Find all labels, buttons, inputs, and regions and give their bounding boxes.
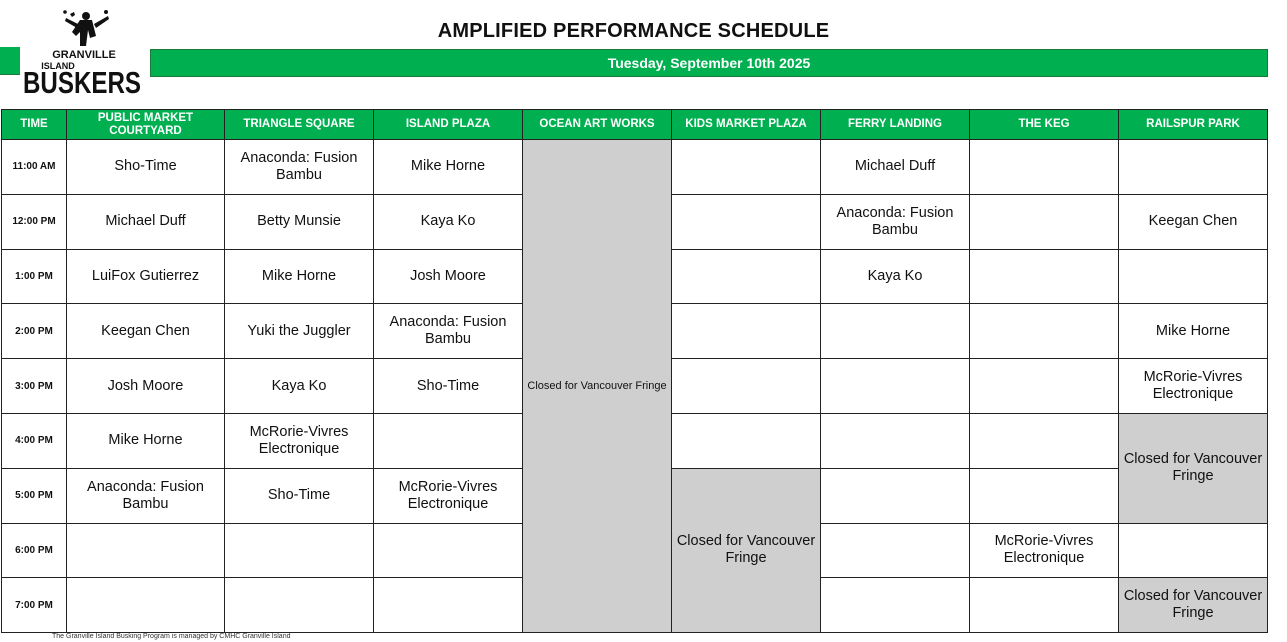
table-cell: Josh Moore <box>67 359 225 414</box>
table-cell <box>970 413 1119 468</box>
table-cell <box>225 578 374 633</box>
closed-cell-railspur-park: Closed for Vancouver Fringe <box>1119 413 1268 523</box>
time-cell: 5:00 PM <box>2 468 67 523</box>
table-cell: Michael Duff <box>67 194 225 249</box>
table-cell: Mike Horne <box>225 249 374 304</box>
closed-cell-kids-market-plaza: Closed for Vancouver Fringe <box>672 468 821 632</box>
table-cell: Josh Moore <box>374 249 523 304</box>
table-cell <box>67 578 225 633</box>
col-header-railspur-park: RAILSPUR PARK <box>1119 110 1268 140</box>
logo-text-buskers: BUSKERS <box>23 65 141 98</box>
table-cell: McRorie-Vivres Electronique <box>970 523 1119 578</box>
table-cell: Mike Horne <box>1119 304 1268 359</box>
col-header-triangle-square: TRIANGLE SQUARE <box>225 110 374 140</box>
closed-cell-ocean-art-works: Closed for Vancouver Fringe <box>523 140 672 633</box>
table-cell <box>970 140 1119 195</box>
table-cell <box>672 359 821 414</box>
table-cell: Sho-Time <box>374 359 523 414</box>
table-cell <box>821 413 970 468</box>
table-cell: Anaconda: Fusion Bambu <box>374 304 523 359</box>
table-cell <box>970 304 1119 359</box>
table-cell <box>821 523 970 578</box>
table-cell: McRorie-Vivres Electronique <box>374 468 523 523</box>
table-cell: Anaconda: Fusion Bambu <box>225 140 374 195</box>
table-cell: McRorie-Vivres Electronique <box>1119 359 1268 414</box>
table-cell: Mike Horne <box>374 140 523 195</box>
logo-text-granville: GRANVILLE <box>52 49 116 61</box>
table-cell: Yuki the Juggler <box>225 304 374 359</box>
table-cell <box>821 359 970 414</box>
schedule-date: Tuesday, September 10th 2025 <box>607 55 811 71</box>
table-cell <box>970 359 1119 414</box>
table-cell: Keegan Chen <box>67 304 225 359</box>
table-cell: Kaya Ko <box>821 249 970 304</box>
table-cell: Sho-Time <box>67 140 225 195</box>
time-cell: 4:00 PM <box>2 413 67 468</box>
col-header-kids-market: KIDS MARKET PLAZA <box>672 110 821 140</box>
table-row <box>2 140 1268 195</box>
table-cell <box>374 578 523 633</box>
date-banner <box>150 49 1268 77</box>
col-header-island-plaza: ISLAND PLAZA <box>374 110 523 140</box>
time-cell: 1:00 PM <box>2 249 67 304</box>
time-cell: 7:00 PM <box>2 578 67 633</box>
page-title: AMPLIFIED PERFORMANCE SCHEDULE <box>437 20 830 42</box>
table-cell <box>672 249 821 304</box>
table-cell <box>1119 523 1268 578</box>
footer-note: The Granville Island Busking Program is managed by CMHC Granville Island <box>52 633 291 640</box>
col-header-public-market: PUBLIC MARKET COURTYARD <box>67 110 225 140</box>
header-row <box>2 110 1268 140</box>
col-header-ferry-landing: FERRY LANDING <box>821 110 970 140</box>
table-cell <box>672 413 821 468</box>
table-cell <box>821 304 970 359</box>
table-cell: Kaya Ko <box>225 359 374 414</box>
closed-cell-railspur-park-late: Closed for Vancouver Fringe <box>1119 578 1268 633</box>
table-cell <box>970 249 1119 304</box>
table-cell <box>374 523 523 578</box>
table-cell <box>672 140 821 195</box>
table-cell: Sho-Time <box>225 468 374 523</box>
table-cell: Betty Munsie <box>225 194 374 249</box>
time-cell: 3:00 PM <box>2 359 67 414</box>
table-cell <box>821 578 970 633</box>
table-cell <box>1119 140 1268 195</box>
logo-text-island: ISLAND <box>41 61 75 71</box>
table-cell: Michael Duff <box>821 140 970 195</box>
schedule-table <box>1 109 1268 633</box>
table-cell <box>225 523 374 578</box>
col-header-the-keg: THE KEG <box>970 110 1119 140</box>
time-cell: 12:00 PM <box>2 194 67 249</box>
table-cell: Keegan Chen <box>1119 194 1268 249</box>
table-cell: Anaconda: Fusion Bambu <box>821 194 970 249</box>
time-cell: 2:00 PM <box>2 304 67 359</box>
table-cell: Mike Horne <box>67 413 225 468</box>
table-cell: Kaya Ko <box>374 194 523 249</box>
table-cell: Anaconda: Fusion Bambu <box>67 468 225 523</box>
table-cell: LuiFox Gutierrez <box>67 249 225 304</box>
col-header-ocean-art-works: OCEAN ART WORKS <box>523 110 672 140</box>
table-cell <box>1119 249 1268 304</box>
time-cell: 11:00 AM <box>2 140 67 195</box>
table-cell <box>821 468 970 523</box>
table-cell <box>672 194 821 249</box>
table-cell: McRorie-Vivres Electronique <box>225 413 374 468</box>
table-cell <box>374 413 523 468</box>
table-cell <box>67 523 225 578</box>
table-cell <box>970 194 1119 249</box>
table-cell <box>970 578 1119 633</box>
time-cell: 6:00 PM <box>2 523 67 578</box>
table-cell <box>970 468 1119 523</box>
col-header-time: TIME <box>2 110 67 140</box>
table-cell <box>672 304 821 359</box>
